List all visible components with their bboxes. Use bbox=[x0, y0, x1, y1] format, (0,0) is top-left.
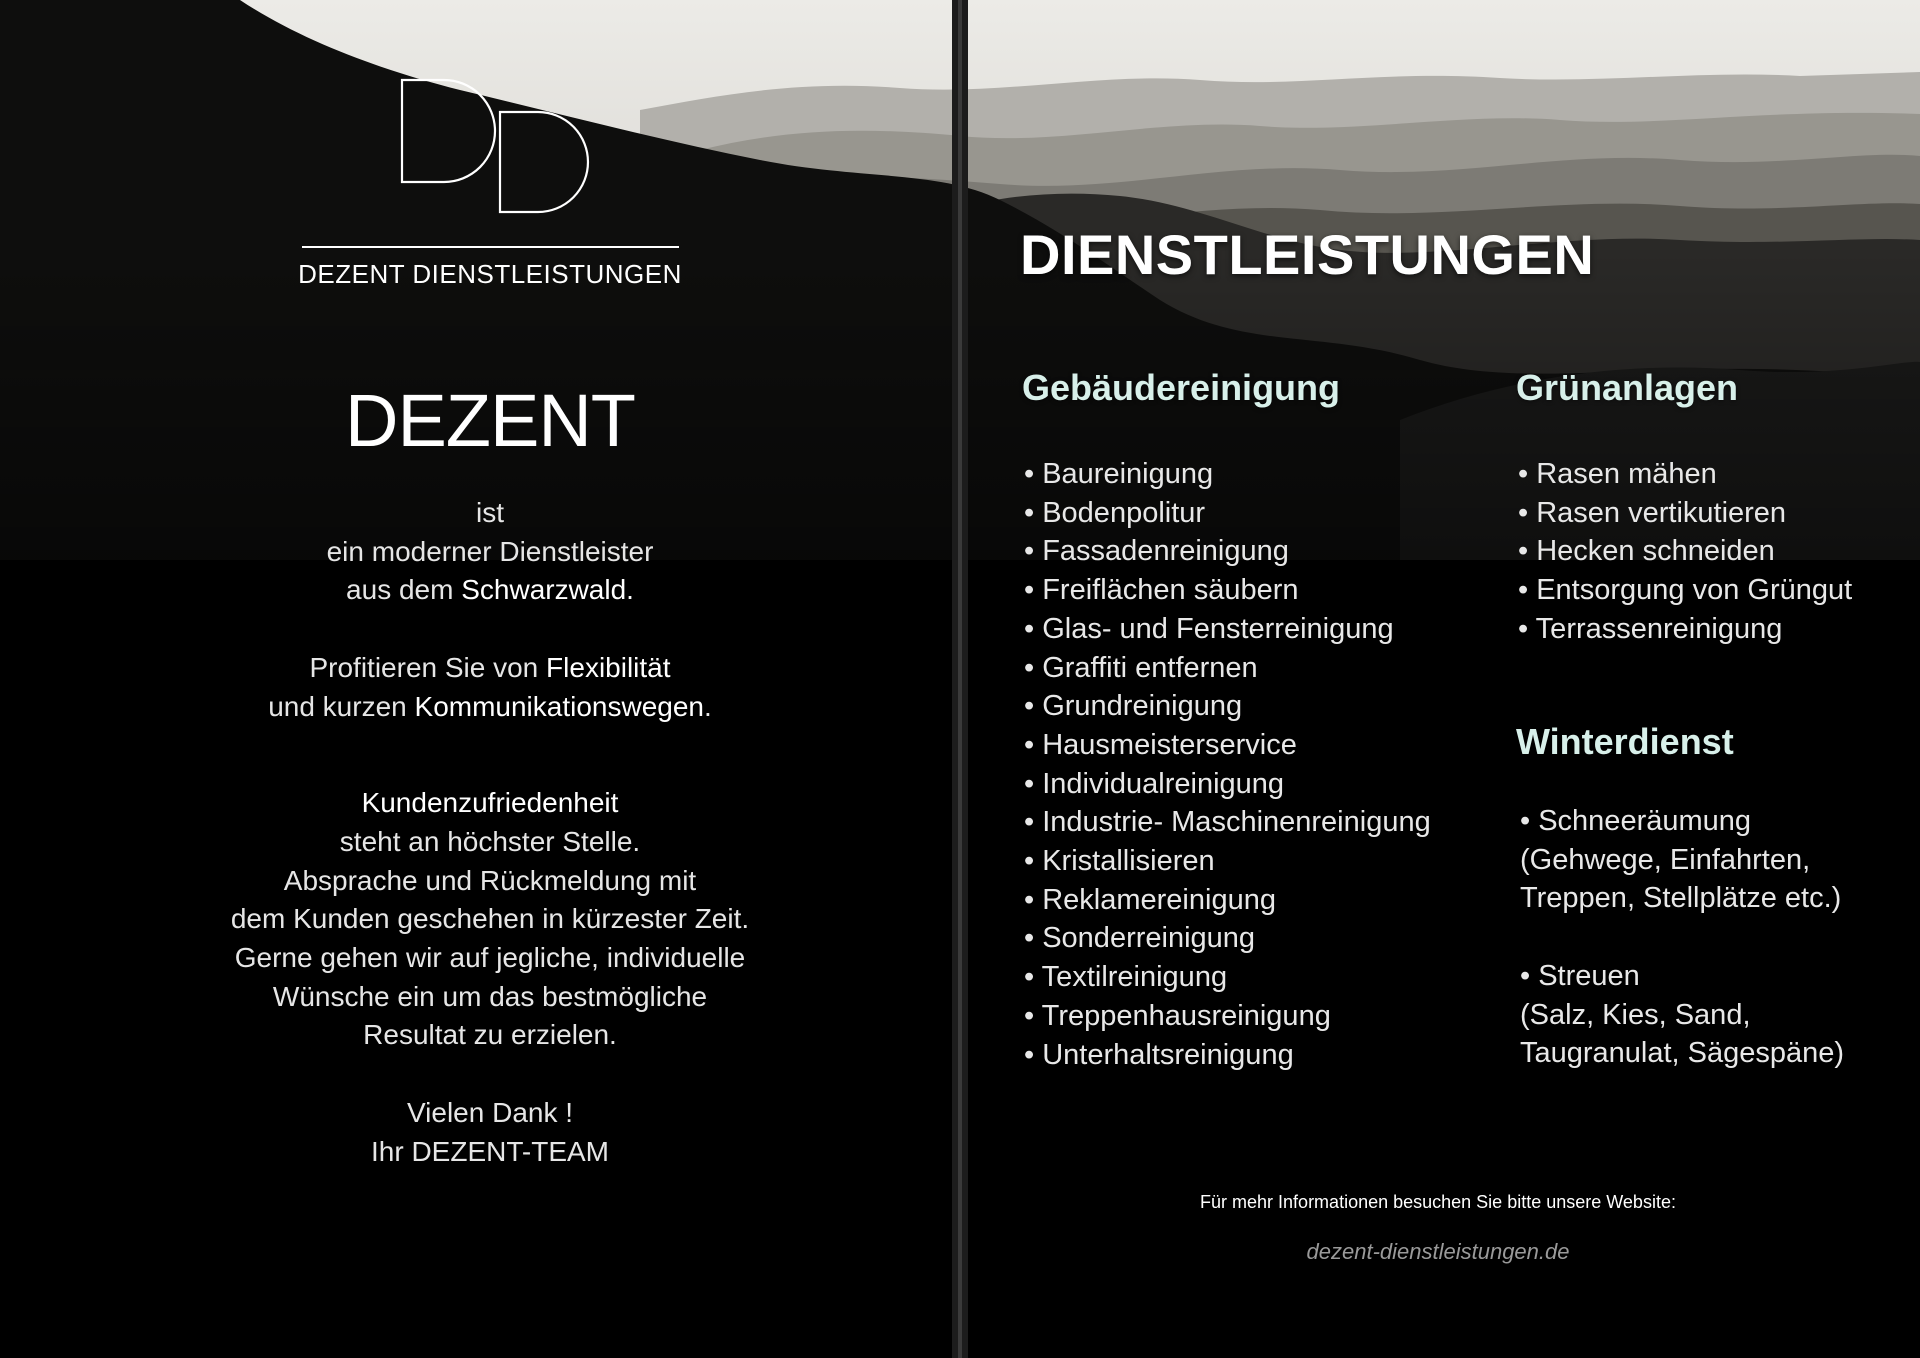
intro-line: Wünsche ein um das bestmögliche bbox=[272, 980, 708, 1012]
list-item: (Gehwege, Einfahrten, bbox=[1520, 843, 1811, 876]
list-item: • Textilreinigung bbox=[1024, 961, 1228, 994]
list-item: Taugranulat, Sägespäne) bbox=[1520, 1037, 1845, 1070]
list-item: • Reklamereinigung bbox=[1024, 883, 1276, 916]
list-item: • Rasen vertikutieren bbox=[1518, 496, 1787, 529]
gebaeudereinigung-list bbox=[1024, 455, 1431, 1074]
list-item: • Baureinigung bbox=[1024, 458, 1214, 490]
list-item: • Kristallisieren bbox=[1024, 845, 1215, 878]
footer-info-text: Für mehr Informationen besuchen Sie bitte unsere Website: bbox=[1200, 1192, 1676, 1212]
dezent-title: DEZENT bbox=[345, 379, 635, 462]
intro-text bbox=[120, 494, 860, 1171]
highlight-flexibilitaet: Flexibilität bbox=[546, 651, 671, 683]
closing-signature: Ihr DEZENT-TEAM bbox=[370, 1135, 609, 1167]
section-heading-gebaeudereinigung: Gebäudereinigung bbox=[1022, 367, 1341, 408]
list-item: • Grundreinigung bbox=[1024, 690, 1243, 723]
highlight-kundenzufriedenheit: Kundenzufriedenheit bbox=[361, 787, 619, 819]
services-title: DIENSTLEISTUNGEN bbox=[1020, 223, 1595, 286]
intro-line bbox=[120, 784, 860, 823]
website-link[interactable]: dezent-dienstleistungen.de bbox=[1306, 1239, 1570, 1264]
highlight-schwarzwald: Schwarzwald. bbox=[461, 574, 634, 606]
closing-thanks: Vielen Dank ! bbox=[406, 1096, 574, 1128]
list-item: • Rasen mähen bbox=[1518, 458, 1717, 490]
intro-text-span: und kurzen bbox=[268, 690, 415, 722]
intro-text-span: Profitieren Sie von bbox=[309, 651, 547, 683]
list-item: • Sonderreinigung bbox=[1024, 922, 1256, 955]
list-item: • Schneeräumung bbox=[1520, 805, 1752, 837]
spacer bbox=[120, 1055, 860, 1094]
list-item: • Entsorgung von Grüngut bbox=[1518, 574, 1853, 607]
intro-line: Resultat zu erzielen. bbox=[363, 1019, 617, 1051]
intro-line bbox=[120, 688, 860, 727]
list-item: • Freiflächen säubern bbox=[1024, 574, 1299, 607]
winterdienst-list bbox=[1520, 802, 1844, 1073]
list-item: • Graffiti entfernen bbox=[1024, 651, 1258, 684]
list-item: • Terrassenreinigung bbox=[1518, 612, 1783, 645]
list-item: • Bodenpolitur bbox=[1024, 496, 1206, 529]
intro-text-span: . bbox=[704, 690, 712, 722]
spacer bbox=[120, 726, 860, 784]
gruenanlagen-list bbox=[1518, 455, 1852, 649]
section-heading-winterdienst: Winterdienst bbox=[1516, 721, 1734, 762]
list-item: • Glas- und Fensterreinigung bbox=[1024, 612, 1394, 645]
intro-line: ein moderner Dienstleister bbox=[326, 535, 654, 567]
spacer bbox=[1520, 918, 1844, 957]
intro-line: dem Kunden geschehen in kürzester Zeit. bbox=[230, 903, 750, 935]
intro-line: Absprache und Rückmeldung mit bbox=[283, 864, 697, 896]
intro-line bbox=[120, 649, 860, 688]
intro-text-span: aus dem bbox=[346, 574, 462, 606]
list-item: • Hausmeisterservice bbox=[1024, 728, 1297, 761]
list-item: • Fassadenreinigung bbox=[1024, 535, 1289, 568]
list-item: • Hecken schneiden bbox=[1518, 535, 1775, 568]
spacer bbox=[120, 610, 860, 649]
list-item: • Individualreinigung bbox=[1024, 767, 1285, 800]
list-item: • Unterhaltsreinigung bbox=[1024, 1038, 1294, 1071]
list-item: (Salz, Kies, Sand, bbox=[1520, 998, 1751, 1031]
intro-line: steht an höchster Stelle. bbox=[339, 825, 641, 857]
logo-divider bbox=[302, 246, 679, 248]
list-item: Treppen, Stellplätze etc.) bbox=[1520, 882, 1842, 915]
right-page bbox=[968, 0, 1920, 1358]
list-item: • Treppenhausreinigung bbox=[1024, 999, 1331, 1032]
section-heading-gruenanlagen: Grünanlagen bbox=[1516, 367, 1739, 408]
list-item: • Streuen bbox=[1520, 959, 1640, 992]
intro-line: ist bbox=[476, 497, 504, 528]
intro-line bbox=[120, 571, 860, 610]
highlight-kommunikationswegen: Kommunikationswegen bbox=[414, 690, 705, 722]
intro-line: Gerne gehen wir auf jegliche, individuelle bbox=[234, 942, 746, 974]
brand-name: DEZENT DIENSTLEISTUNGEN bbox=[298, 259, 682, 289]
dd-logo-icon bbox=[400, 78, 590, 214]
list-item: • Industrie- Maschinenreinigung bbox=[1024, 806, 1431, 839]
